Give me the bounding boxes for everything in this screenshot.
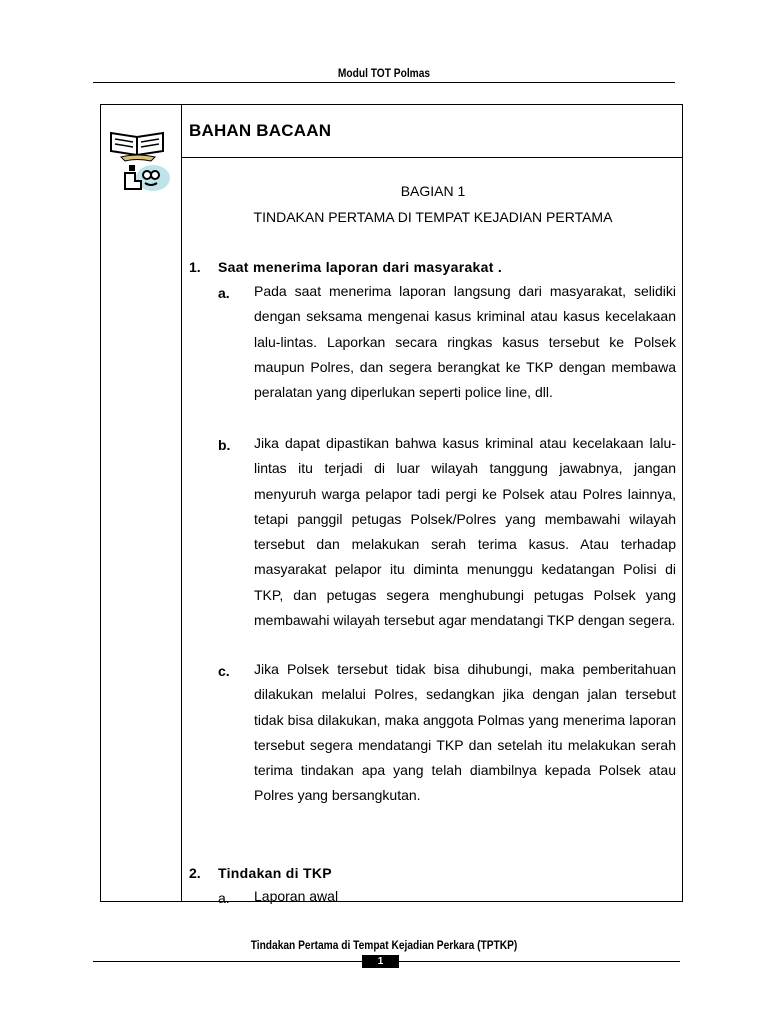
- section-title: Tindakan di TKP: [218, 865, 332, 881]
- item-paragraph: Jika Polsek tersebut tidak bisa dihubungi, maka pemberitahuan dilakukan melalui Polres, sedangkan jika dengan jalan tersebut tidak bisa dilakukan, maka anggota Polmas yang menerima laporan tersebut segera mendatangi TKP dan setelah itu melakukan serah terima tindakan apa yang telah diambilnya kepada Polsek atau Polres yang bersangkutan.: [254, 661, 676, 804]
- section-number: 2.: [189, 865, 201, 881]
- section-title: Saat menerima laporan dari masyarakat .: [218, 259, 503, 275]
- header-rule: [93, 82, 675, 83]
- column-divider: [181, 105, 182, 901]
- box-heading: BAHAN BACAAN: [189, 121, 332, 140]
- running-header: Modul TOT Polmas: [337, 66, 431, 80]
- reading-box: [100, 104, 683, 906]
- item-letter: b.: [218, 437, 231, 453]
- item-letter: a.: [218, 285, 230, 301]
- item-paragraph: Jika dapat dipastikan bahwa kasus kriminal atau kecelakaan lalu-lintas itu terjadi di luar wilayah tanggung jawabnya, jangan menyuruh warga pelapor tadi pergi ke Polsek atau Polres lainnya, tetapi panggil petugas Polsek/Polres yang membawahi wilayah tersebut dan melakukan serah terima kasus. Atau terhadap masyarakat pelapor itu diminta menunggu kedatangan Polisi di TKP, dan petugas segera menghubungi petugas Polsek yang membawahi wilayah tersebut agar mendatangi TKP dengan segera.: [254, 435, 676, 629]
- part-title: TINDAKAN PERTAMA DI TEMPAT KEJADIAN PERTAMA: [253, 209, 613, 225]
- heading-divider: [181, 157, 682, 158]
- item-letter: a.: [218, 890, 230, 906]
- page-number: 1: [362, 955, 399, 968]
- section-number: 1.: [189, 259, 201, 275]
- item-paragraph: Laporan awal: [254, 888, 339, 904]
- running-footer: Tindakan Pertama di Tempat Kejadian Perkara (TPTKP): [250, 938, 518, 952]
- item-paragraph: Pada saat menerima laporan langsung dari masyarakat, selidiki dengan seksama mengenai kasus kriminal atau kasus kecelakaan lalu-lintas. Laporkan secara ringkas kasus tersebut ke Polsek maupun Polres, dan segera berangkat ke TKP dengan membawa peralatan yang diperlukan seperti police line, dll.: [254, 283, 676, 401]
- part-label: BAGIAN 1: [400, 183, 466, 199]
- item-letter: c.: [218, 663, 230, 679]
- book-reader-icon: [107, 125, 171, 195]
